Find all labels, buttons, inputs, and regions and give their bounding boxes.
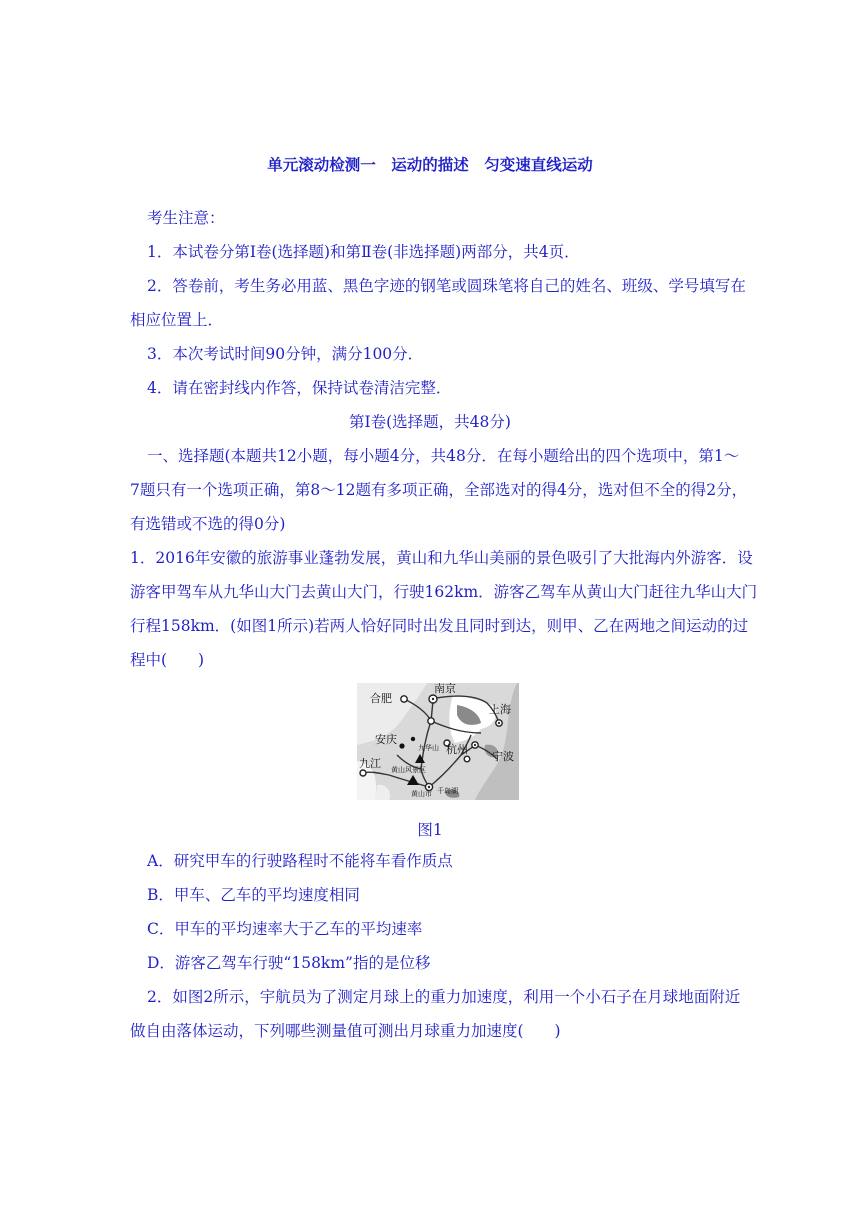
- notice-item-1: 1．本试卷分第Ⅰ卷(选择题)和第Ⅱ卷(非选择题)两部分，共4页．: [147, 243, 580, 261]
- q1-option-a: A．研究甲车的行驶路程时不能将车看作质点: [147, 852, 453, 870]
- figure-1-map: [357, 683, 519, 800]
- q1-option-c: C．甲车的平均速率大于乙车的平均速率: [147, 920, 423, 938]
- q2-line-1: 2．如图2所示，宇航员为了测定月球上的重力加速度，利用一个小石子在月球地面附近: [147, 988, 741, 1006]
- map-label-huangshan-scenic: 黄山风景区: [391, 766, 426, 774]
- q1-line-4: 程中( ): [130, 651, 205, 669]
- q2-line-2: 做自由落体运动，下列哪些测量值可测出月球重力加速度( ): [130, 1022, 561, 1040]
- q1-line-3: 行程158km．(如图1所示)若两人恰好同时出发且同时到达，则甲、乙在两地之间运动的过: [130, 617, 749, 635]
- instructions-line-1: 一、选择题(本题共12小题，每小题4分，共48分．在每小题给出的四个选项中，第1～: [147, 447, 740, 465]
- map-label-ningbo: 宁波: [492, 750, 514, 763]
- map-label-nanjing: 南京: [434, 683, 456, 695]
- map-label-shanghai: 上海: [489, 703, 511, 716]
- figure-1-caption: 图1: [417, 821, 443, 839]
- map-label-anqing: 安庆: [375, 733, 397, 746]
- page-title: 单元滚动检测一 运动的描述 匀变速直线运动: [267, 155, 593, 174]
- map-label-jiuhuashan: 九华山: [418, 744, 439, 752]
- q1-option-b: B．甲车、乙车的平均速度相同: [147, 886, 360, 904]
- map-label-huangshan-city: 黄山市: [411, 790, 432, 798]
- section-heading: 第Ⅰ卷(选择题，共48分): [349, 413, 511, 431]
- instructions-line-2: 7题只有一个选项正确，第8～12题有多项正确，全部选对的得4分，选对但不全的得2分，: [130, 481, 748, 499]
- q1-option-d: D．游客乙驾车行驶“158km”指的是位移: [147, 954, 431, 972]
- notice-item-2-cont: 相应位置上．: [130, 311, 224, 329]
- q1-line-2: 游客甲驾车从九华山大门去黄山大门，行驶162km．游客乙驾车从黄山大门赶往九华山大门: [130, 583, 758, 601]
- notice-item-4: 4．请在密封线内作答，保持试卷清洁完整．: [147, 379, 452, 397]
- notice-heading: 考生注意：: [147, 209, 225, 227]
- notice-item-2: 2．答卷前，考生务必用蓝、黑色字迹的钢笔或圆珠笔将自己的姓名、班级、学号填写在: [147, 277, 746, 295]
- q1-line-1: 1．2016年安徽的旅游事业蓬勃发展，黄山和九华山美丽的景色吸引了大批海内外游客．设: [130, 549, 753, 567]
- notice-item-3: 3．本次考试时间90分钟，满分100分．: [147, 345, 424, 363]
- map-label-jiujiang: 九江: [359, 757, 381, 770]
- map-label-qiandaohu: 千岛湖: [437, 787, 458, 795]
- map-label-hefei: 合肥: [370, 692, 392, 705]
- instructions-line-3: 有选错或不选的得0分): [130, 515, 286, 533]
- map-label-hangzhou: 杭州: [446, 743, 468, 756]
